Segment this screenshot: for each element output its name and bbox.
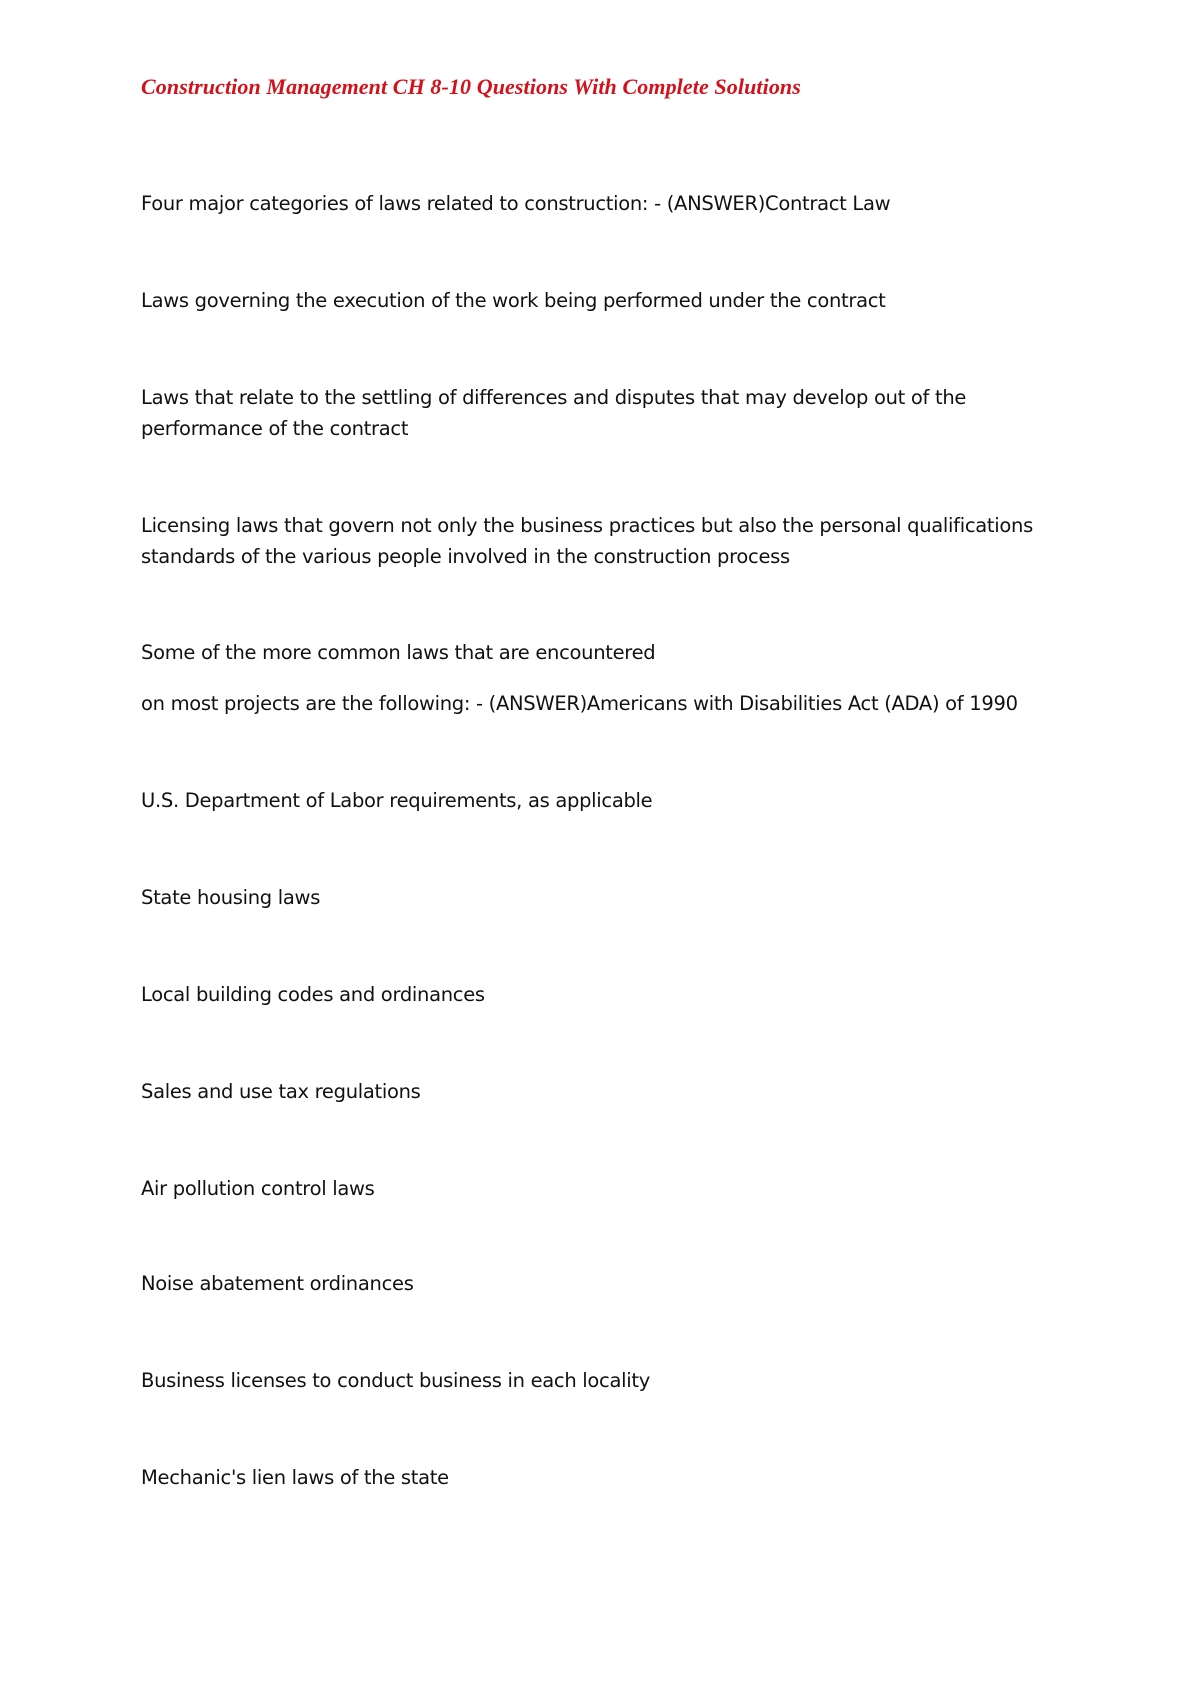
page-title: Construction Management CH 8-10 Questions With Complete Solutions xyxy=(141,74,801,99)
paragraph-noise-abatement: Noise abatement ordinances xyxy=(141,1272,414,1295)
paragraph-execution-laws: Laws governing the execution of the work being performed under the contract xyxy=(141,289,886,312)
paragraph-ada-answer: on most projects are the following: - (ANSWER)Americans with Disabilities Act (ADA) of 1990 xyxy=(141,692,1018,715)
paragraph-mechanics-lien: Mechanic's lien laws of the state xyxy=(141,1466,449,1489)
paragraph-building-codes: Local building codes and ordinances xyxy=(141,983,485,1006)
paragraph-labor-requirements: U.S. Department of Labor requirements, as applicable xyxy=(141,789,653,812)
paragraph-housing-laws: State housing laws xyxy=(141,886,321,909)
paragraph-business-licenses: Business licenses to conduct business in each locality xyxy=(141,1369,650,1392)
paragraph-common-laws-intro: Some of the more common laws that are encountered xyxy=(141,641,656,664)
paragraph-air-pollution: Air pollution control laws xyxy=(141,1177,375,1200)
paragraph-licensing-laws: Licensing laws that govern not only the business practices but also the personal qualifications standards of the various people involved in the construction process xyxy=(141,514,1033,568)
paragraph-dispute-laws: Laws that relate to the settling of differences and disputes that may develop out of the performance of the contract xyxy=(141,386,967,440)
paragraph-tax-regulations: Sales and use tax regulations xyxy=(141,1080,421,1103)
paragraph-laws-categories: Four major categories of laws related to construction: - (ANSWER)Contract Law xyxy=(141,192,891,215)
